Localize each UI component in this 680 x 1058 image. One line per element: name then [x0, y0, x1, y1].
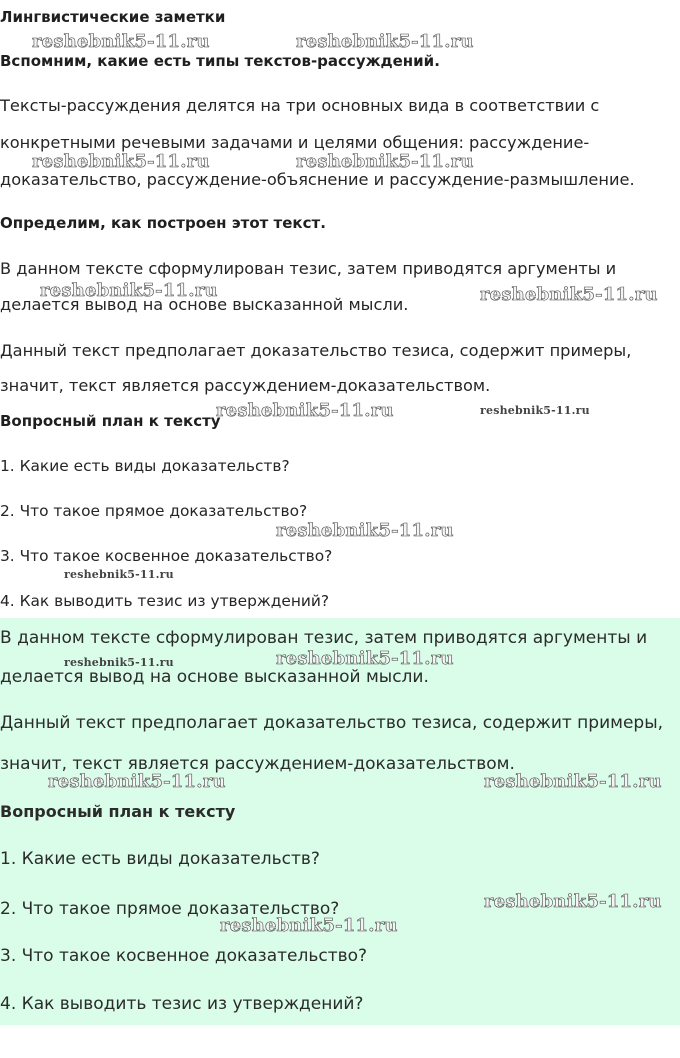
watermark: reshebnik5-11.ru: [480, 284, 658, 305]
watermark: reshebnik5-11.ru: [64, 656, 174, 669]
answer-p2-line1: Данный текст предполагает доказательство тезиса, содержит примеры,: [0, 713, 664, 733]
plan-item: 4. Как выводить тезис из утверждений?: [0, 592, 330, 610]
watermark: reshebnik5-11.ru: [220, 915, 398, 936]
answer-plan-item: 1. Какие есть виды доказательств?: [0, 849, 320, 869]
section2-p2-line1: Данный текст предполагает доказательство тезиса, содержит примеры,: [0, 341, 632, 360]
watermark: reshebnik5-11.ru: [216, 400, 394, 421]
section1-text-line2: конкретными речевыми задачами и целями общения: рассуждение-: [0, 133, 590, 152]
answer-plan-item: 3. Что такое косвенное доказательство?: [0, 946, 368, 966]
section2-p1-line1: В данном тексте сформулирован тезис, затем приводятся аргументы и: [0, 259, 617, 278]
watermark: reshebnik5-11.ru: [484, 891, 662, 912]
watermark: reshebnik5-11.ru: [484, 771, 662, 792]
watermark: reshebnik5-11.ru: [64, 568, 174, 581]
watermark: reshebnik5-11.ru: [32, 31, 210, 52]
answer-plan-item: 2. Что такое прямое доказательство?: [0, 899, 340, 919]
watermark: reshebnik5-11.ru: [40, 280, 218, 301]
answer-p1-line2: делается вывод на основе высказанной мысли.: [0, 667, 429, 687]
watermark: reshebnik5-11.ru: [296, 31, 474, 52]
section2-heading: Определим, как построен этот текст.: [0, 214, 326, 232]
watermark: reshebnik5-11.ru: [276, 520, 454, 541]
plan-item: 2. Что такое прямое доказательство?: [0, 502, 308, 520]
section1-text-line3: доказательство, рассуждение-объяснение и рассуждение-размышление.: [0, 170, 635, 189]
page-title: Лингвистические заметки: [0, 8, 226, 26]
plan-item: 3. Что такое косвенное доказательство?: [0, 547, 333, 565]
section2-p1-line2: делается вывод на основе высказанной мысли.: [0, 295, 409, 314]
section1-heading: Вспомним, какие есть типы текстов-рассуждений.: [0, 52, 440, 70]
watermark: reshebnik5-11.ru: [480, 404, 590, 417]
answer-p1-line1: В данном тексте сформулирован тезис, затем приводятся аргументы и: [0, 628, 648, 648]
section2-p2-line2: значит, текст является рассуждением-доказательством.: [0, 376, 491, 395]
watermark: reshebnik5-11.ru: [32, 151, 210, 172]
watermark: reshebnik5-11.ru: [48, 771, 226, 792]
plan-heading: Вопросный план к тексту: [0, 412, 221, 430]
answer-plan-heading: Вопросный план к тексту: [0, 802, 236, 821]
answer-p2-line2: значит, текст является рассуждением-доказательством.: [0, 754, 515, 774]
watermark: reshebnik5-11.ru: [296, 151, 474, 172]
plan-item: 1. Какие есть виды доказательств?: [0, 457, 290, 475]
section1-text-line1: Тексты-рассуждения делятся на три основных вида в соответствии с: [0, 96, 600, 115]
watermark: reshebnik5-11.ru: [276, 648, 454, 669]
answer-plan-item: 4. Как выводить тезис из утверждений?: [0, 994, 364, 1014]
